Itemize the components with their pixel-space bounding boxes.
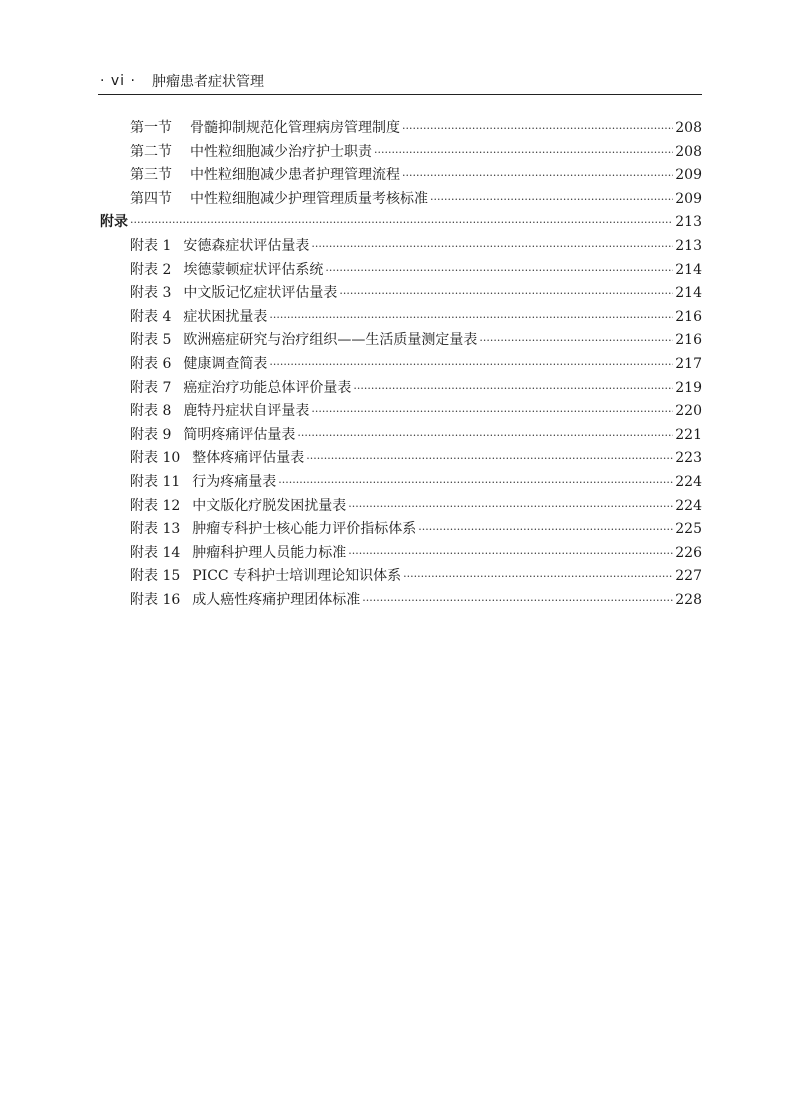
toc-table-entry[interactable] xyxy=(130,588,702,612)
toc-section-entry[interactable] xyxy=(130,140,702,164)
toc-entry-label: 附表 1 xyxy=(130,238,172,254)
toc-entry-label: 附表 8 xyxy=(130,403,172,420)
toc-table-entry[interactable] xyxy=(130,541,702,565)
toc-page-number: 214 xyxy=(675,261,702,278)
toc-page-number: 214 xyxy=(675,285,702,302)
toc-leader-dots xyxy=(403,565,673,589)
toc-entry-label: 附表 2 xyxy=(130,261,172,278)
toc-page-number: 224 xyxy=(675,497,702,514)
toc-entry-title: 成人癌性疼痛护理团体标准 xyxy=(192,592,361,608)
toc-entry-title: 欧洲癌症研究与治疗组织——生活质量测定量表 xyxy=(183,332,478,349)
toc-section-entry[interactable] xyxy=(130,116,702,140)
toc-leader-dots xyxy=(339,282,673,306)
toc-leader-dots xyxy=(306,447,673,471)
toc-entry-title: 行为疼痛量表 xyxy=(192,474,277,490)
toc-entry-title: 中文版记忆症状评估量表 xyxy=(183,285,338,302)
toc-page-number: 208 xyxy=(675,120,702,136)
toc-entry-label: 附表 11 xyxy=(130,474,181,490)
toc-leader-dots xyxy=(348,495,673,519)
toc-page-number: 226 xyxy=(675,544,702,561)
toc-entry-label: 附表 16 xyxy=(130,592,181,608)
toc-section-entry[interactable] xyxy=(130,187,702,211)
toc-page-number: 213 xyxy=(675,214,702,231)
toc-leader-dots xyxy=(325,259,673,283)
toc-entry-label: 附表 5 xyxy=(130,332,172,349)
toc-page-number: 213 xyxy=(675,238,702,254)
toc-table-entry[interactable] xyxy=(130,564,702,588)
toc-page-number: 220 xyxy=(675,403,702,420)
toc-entry-label: 附表 12 xyxy=(130,497,181,514)
toc-entry-title: 肿瘤科护理人员能力标准 xyxy=(192,544,347,561)
toc-table-entry[interactable] xyxy=(130,470,702,494)
toc-leader-dots xyxy=(269,306,673,330)
toc-entry-label: 附表 13 xyxy=(130,521,181,538)
toc-page-number: 209 xyxy=(675,190,702,207)
toc-leader-dots xyxy=(430,188,673,212)
toc-entry-label: 附表 15 xyxy=(130,568,181,585)
toc-page-number: 228 xyxy=(675,592,702,608)
toc-table-entry[interactable] xyxy=(130,517,702,541)
toc-page-number: 208 xyxy=(675,143,702,160)
toc-entry-title: 简明疼痛评估量表 xyxy=(183,426,296,443)
toc-page-number: 223 xyxy=(675,450,702,467)
toc-entry-label: 附表 9 xyxy=(130,426,172,443)
toc-leader-dots xyxy=(130,211,673,235)
toc-leader-dots xyxy=(297,424,673,448)
toc-table-entry[interactable] xyxy=(130,446,702,470)
toc-entry-title: 肿瘤专科护士核心能力评价指标体系 xyxy=(192,521,417,538)
page-number: · vi · xyxy=(100,73,136,89)
toc-leader-dots xyxy=(374,141,673,165)
toc-entry-label: 附表 3 xyxy=(130,285,172,302)
toc-entry-label: 附表 14 xyxy=(130,544,181,561)
toc-table-entry[interactable] xyxy=(130,494,702,518)
toc-table-entry[interactable] xyxy=(130,328,702,352)
toc-entry-label: 第四节 xyxy=(130,190,172,207)
toc-page-number: 216 xyxy=(675,308,702,325)
toc-entry-title: 鹿特丹症状自评量表 xyxy=(183,403,310,420)
toc-entry-label: 第三节 xyxy=(130,167,172,184)
toc-page-number: 216 xyxy=(675,332,702,349)
toc-page-number: 221 xyxy=(675,426,702,443)
toc-entry-title: 中性粒细胞减少护理管理质量考核标准 xyxy=(190,190,428,207)
toc-entry-title: 埃德蒙顿症状评估系统 xyxy=(183,261,324,278)
toc-leader-dots xyxy=(418,518,673,542)
toc-entry-title: 安德森症状评估量表 xyxy=(183,238,310,254)
toc-table-entry[interactable] xyxy=(130,281,702,305)
toc-leader-dots xyxy=(402,117,673,141)
toc-leader-dots xyxy=(402,164,673,188)
toc-leader-dots xyxy=(311,235,673,259)
running-header xyxy=(98,68,702,95)
toc-page-number: 219 xyxy=(675,379,702,396)
toc-leader-dots xyxy=(348,542,673,566)
toc-section-entry[interactable] xyxy=(130,163,702,187)
toc-entry-label: 附表 6 xyxy=(130,356,172,372)
toc-table-entry[interactable] xyxy=(130,399,702,423)
toc-entry-title: 中性粒细胞减少治疗护士职责 xyxy=(190,143,372,160)
toc-entry-label: 附表 4 xyxy=(130,308,172,325)
book-title: 肿瘤患者症状管理 xyxy=(151,74,264,90)
toc-leader-dots xyxy=(311,400,673,424)
toc-entry-title: 整体疼痛评估量表 xyxy=(192,450,305,467)
toc-leader-dots xyxy=(353,377,673,401)
toc-leader-dots xyxy=(362,589,673,613)
toc-page-number: 209 xyxy=(675,167,702,184)
toc-entry-label: 第二节 xyxy=(130,143,172,160)
toc-entry-title: 骨髓抑制规范化管理病房管理制度 xyxy=(190,120,400,136)
toc-entry-label: 附表 7 xyxy=(130,379,172,396)
toc-page-number: 225 xyxy=(675,521,702,538)
toc-table-entry[interactable] xyxy=(130,352,702,376)
toc-entry-label: 附录 xyxy=(100,214,128,231)
toc-entry-label: 附表 10 xyxy=(130,450,181,467)
toc-leader-dots xyxy=(269,353,673,377)
toc-entry-title: 中文版化疗脱发困扰量表 xyxy=(192,497,347,514)
toc-entry-title: 症状困扰量表 xyxy=(183,308,268,325)
toc-entry-title: 癌症治疗功能总体评价量表 xyxy=(183,379,352,396)
toc-entry-title: 中性粒细胞减少患者护理管理流程 xyxy=(190,167,400,184)
toc-entry-label: 第一节 xyxy=(130,120,172,136)
toc-leader-dots xyxy=(479,329,673,353)
toc-page-number: 217 xyxy=(675,356,702,372)
toc-table-entry[interactable] xyxy=(130,423,702,447)
toc-page-number: 227 xyxy=(675,568,702,585)
toc-entry-title: 健康调查简表 xyxy=(183,356,268,372)
toc-appendix-entry[interactable] xyxy=(100,210,702,234)
toc-table-entry[interactable] xyxy=(130,258,702,282)
toc-page-number: 224 xyxy=(675,474,702,490)
toc-table-entry[interactable] xyxy=(130,376,702,400)
toc-leader-dots xyxy=(278,471,673,495)
toc-table-entry[interactable] xyxy=(130,234,702,258)
toc-entry-title: PICC 专科护士培训理论知识体系 xyxy=(192,568,402,585)
toc-table-entry[interactable] xyxy=(130,305,702,329)
